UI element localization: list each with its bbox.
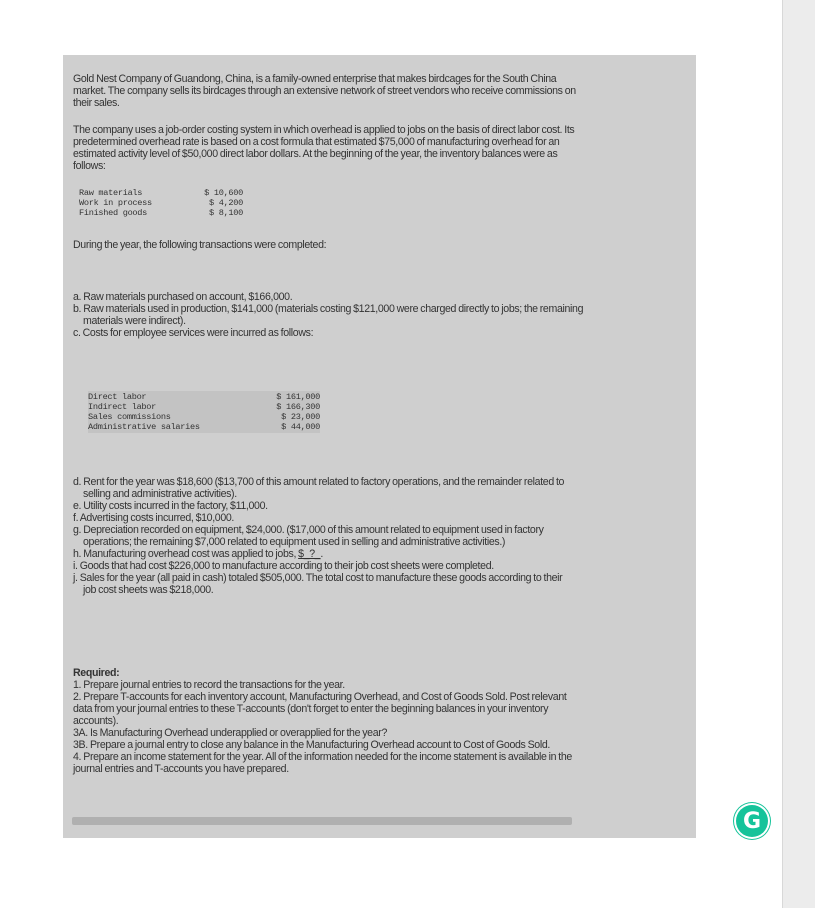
right-side-panel [782, 0, 815, 908]
table-row: Administrative salaries $ 44,000 [88, 422, 320, 432]
transactions-list-a-c [73, 291, 588, 339]
transaction-f: f. Advertising costs incurred, $10,000. [73, 512, 235, 524]
transaction-b: b. Raw materials used in production, $141,000 (materials costing $121,000 were charged directly to jobs; the remaining materials were indirect). [73, 303, 584, 327]
transaction-c: c. Costs for employee services were incurred as follows: [73, 327, 314, 339]
required-section [73, 667, 578, 775]
transaction-i: i. Goods that had cost $226,000 to manufacture according to their job cost sheets were completed. [73, 560, 494, 572]
transaction-h: h. Manufacturing overhead cost was applied to jobs, $_?_. [73, 548, 323, 560]
beginning-balances-table [79, 188, 243, 218]
employee-costs-table [88, 391, 320, 433]
required-3a: 3A. Is Manufacturing Overhead underapplied or overapplied for the year? [73, 727, 387, 739]
table-row: Work in process $ 4,200 [79, 198, 243, 208]
table-row: Indirect labor $ 166,300 [88, 402, 320, 412]
intro-paragraph-2: The company uses a job-order costing system in which overhead is applied to jobs on the basis of direct labor cost. Its predetermined overhead rate is based on a cost formula that estimated $75,000 of manufacturing overhead for an estimated activity level of $50,000 direct labor dollars. At the beginning of the year, the inventory balances were as follows: [73, 124, 575, 172]
transaction-e: e. Utility costs incurred in the factory, $11,000. [73, 500, 268, 512]
required-4: 4. Prepare an income statement for the year. All of the information needed for the income statement is available in the journal entries and T-accounts you have prepared. [73, 751, 572, 775]
problem-document [63, 55, 696, 838]
grammarly-icon[interactable]: G [736, 805, 768, 837]
required-1: 1. Prepare journal entries to record the transactions for the year. [73, 679, 345, 691]
required-heading: Required: [73, 667, 120, 679]
horizontal-scrollbar[interactable] [72, 817, 572, 825]
intro-paragraph-1: Gold Nest Company of Guandong, China, is a family-owned enterprise that makes birdcages for the South China market. The company sells its birdcages through an extensive network of street vendors who receive commissions on their sales. [73, 73, 576, 109]
transaction-j: j. Sales for the year (all paid in cash) totaled $505,000. The total cost to manufacture these goods according to their job cost sheets was $218,000. [73, 572, 563, 596]
transaction-d: d. Rent for the year was $18,600 ($13,700 of this amount related to factory operations, and the remainder related to selling and administrative activities). [73, 476, 565, 500]
table-row: Direct labor $ 161,000 [88, 392, 320, 402]
table-row: Raw materials $ 10,600 [79, 188, 243, 198]
transaction-a: a. Raw materials purchased on account, $166,000. [73, 291, 293, 303]
transactions-intro: During the year, the following transactions were completed: [73, 239, 327, 251]
transaction-g: g. Depreciation recorded on equipment, $24,000. ($17,000 of this amount related to equipment used in factory operations; the remaining $7,000 related to equipment used in selling and administrative activities.) [73, 524, 544, 548]
table-row: Sales commissions $ 23,000 [88, 412, 320, 422]
table-row: Finished goods $ 8,100 [79, 208, 243, 218]
transactions-list-d-j [73, 476, 573, 596]
required-3b: 3B. Prepare a journal entry to close any balance in the Manufacturing Overhead account to Cost of Goods Sold. [73, 739, 550, 751]
answer-blank: $_?_ [298, 548, 321, 560]
required-2: 2. Prepare T-accounts for each inventory account, Manufacturing Overhead, and Cost of Goods Sold. Post relevant data from your journal entries to these T-accounts (don't forget to enter the beginning balances in your inventory accounts). [73, 691, 567, 727]
